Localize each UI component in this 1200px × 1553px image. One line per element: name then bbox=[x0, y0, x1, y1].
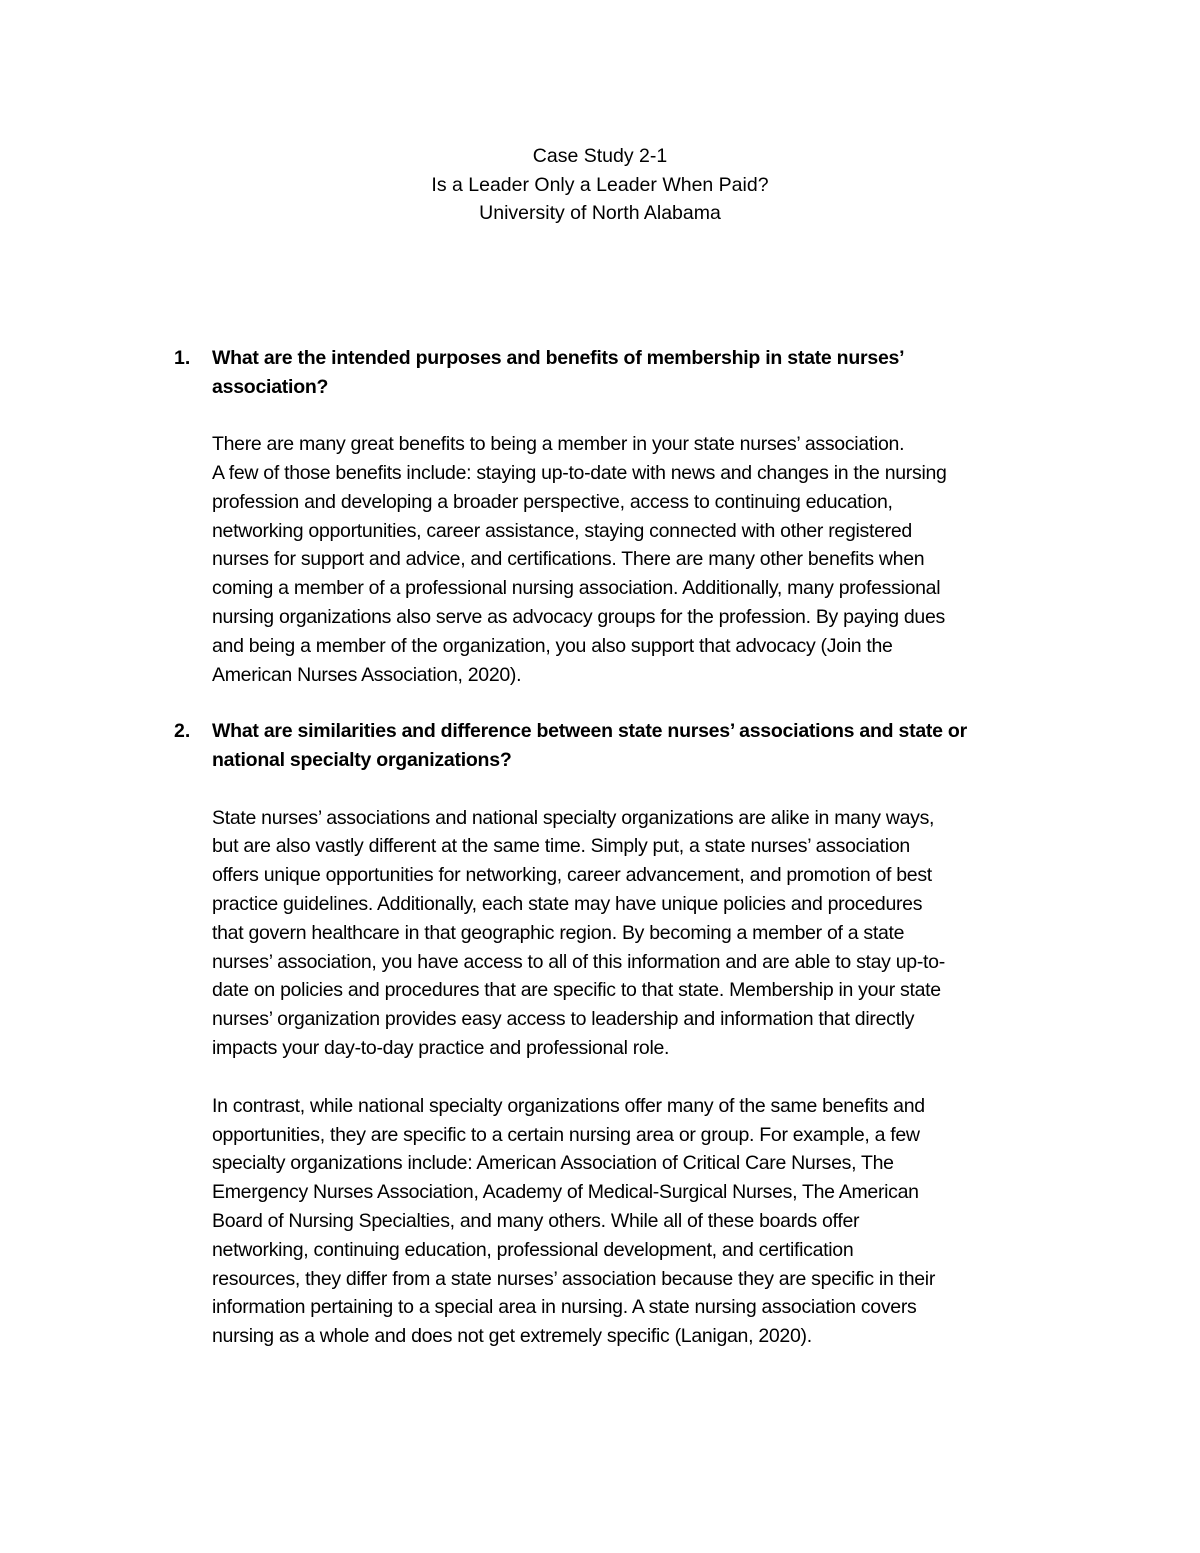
answer-line: but are also vastly different at the same time. Simply put, a state nurses’ association bbox=[212, 835, 910, 858]
answer-line: networking opportunities, career assistance, staying connected with other registered bbox=[212, 519, 912, 542]
answer-line: and being a member of the organization, you also support that advocacy (Join the bbox=[212, 634, 893, 657]
answer-line: Board of Nursing Specialties, and many others. While all of these boards offer bbox=[212, 1209, 860, 1232]
answer-line: nurses for support and advice, and certifications. There are many other benefits when bbox=[212, 548, 925, 571]
answer-line: practice guidelines. Additionally, each state may have unique policies and procedures bbox=[212, 892, 923, 915]
answer-line: In contrast, while national specialty organizations offer many of the same benefits and bbox=[212, 1094, 925, 1117]
answer-line: Emergency Nurses Association, Academy of Medical-Surgical Nurses, The American bbox=[212, 1181, 919, 1204]
questions-list bbox=[0, 344, 1200, 1379]
question-number: 1. bbox=[174, 347, 191, 369]
answer-paragraph bbox=[212, 430, 1072, 689]
answer-line: nursing organizations also serve as advocacy groups for the profession. By paying dues bbox=[212, 605, 945, 628]
answer-line: resources, they differ from a state nurses’ association because they are specific in their bbox=[212, 1267, 936, 1290]
question-text bbox=[212, 717, 1062, 774]
answer-line: coming a member of a professional nursing association. Additionally, many professional bbox=[212, 577, 941, 600]
question-line: association? bbox=[212, 375, 329, 398]
question-number: 2. bbox=[174, 720, 191, 743]
question-line: What are the intended purposes and benefits of membership in state nurses’ bbox=[212, 347, 905, 369]
answer-line: information pertaining to a special area in nursing. A state nursing association covers bbox=[212, 1296, 917, 1319]
answer-line: nursing as a whole and does not get extremely specific (Lanigan, 2020). bbox=[212, 1325, 812, 1348]
document-header bbox=[0, 142, 1200, 228]
answer-line: A few of those benefits include: staying up-to-date with news and changes in the nursing bbox=[212, 461, 947, 484]
answer-line: opportunities, they are specific to a certain nursing area or group. For example, a few bbox=[212, 1123, 920, 1146]
answer-line: offers unique opportunities for networking, career advancement, and promotion of best bbox=[212, 864, 932, 887]
question-text bbox=[212, 344, 1062, 401]
question-line: national specialty organizations? bbox=[212, 748, 512, 771]
question-item-1 bbox=[0, 344, 1200, 689]
answer-line: impacts your day-to-day practice and professional role. bbox=[212, 1036, 670, 1059]
question-item-2 bbox=[0, 717, 1200, 1351]
answer-line: nurses’ organization provides easy access to leadership and information that directly bbox=[212, 1008, 915, 1031]
answer-line: that govern healthcare in that geographic region. By becoming a member of a state bbox=[212, 921, 905, 944]
case-study-number: Case Study 2-1 bbox=[532, 145, 668, 167]
answer-line: American Nurses Association, 2020). bbox=[212, 663, 522, 686]
answer-line: date on policies and procedures that are specific to that state. Membership in your state bbox=[212, 979, 941, 1002]
answer-line: There are many great benefits to being a member in your state nurses’ association. bbox=[212, 433, 905, 456]
answer-line: nurses’ association, you have access to all of this information and are able to stay up-to- bbox=[212, 950, 945, 973]
question-line: What are similarities and difference between state nurses’ associations and state or bbox=[212, 720, 967, 743]
answer-line: profession and developing a broader perspective, access to continuing education, bbox=[212, 490, 893, 513]
answer-paragraph bbox=[212, 804, 1072, 1063]
case-study-title: Is a Leader Only a Leader When Paid? bbox=[431, 173, 769, 196]
institution-name: University of North Alabama bbox=[479, 202, 721, 225]
answer-line: State nurses’ associations and national specialty organizations are alike in many ways, bbox=[212, 806, 935, 829]
answer-paragraph bbox=[212, 1092, 1072, 1351]
answer-line: networking, continuing education, professional development, and certification bbox=[212, 1238, 854, 1261]
answer-line: specialty organizations include: American Association of Critical Care Nurses, The bbox=[212, 1152, 894, 1175]
